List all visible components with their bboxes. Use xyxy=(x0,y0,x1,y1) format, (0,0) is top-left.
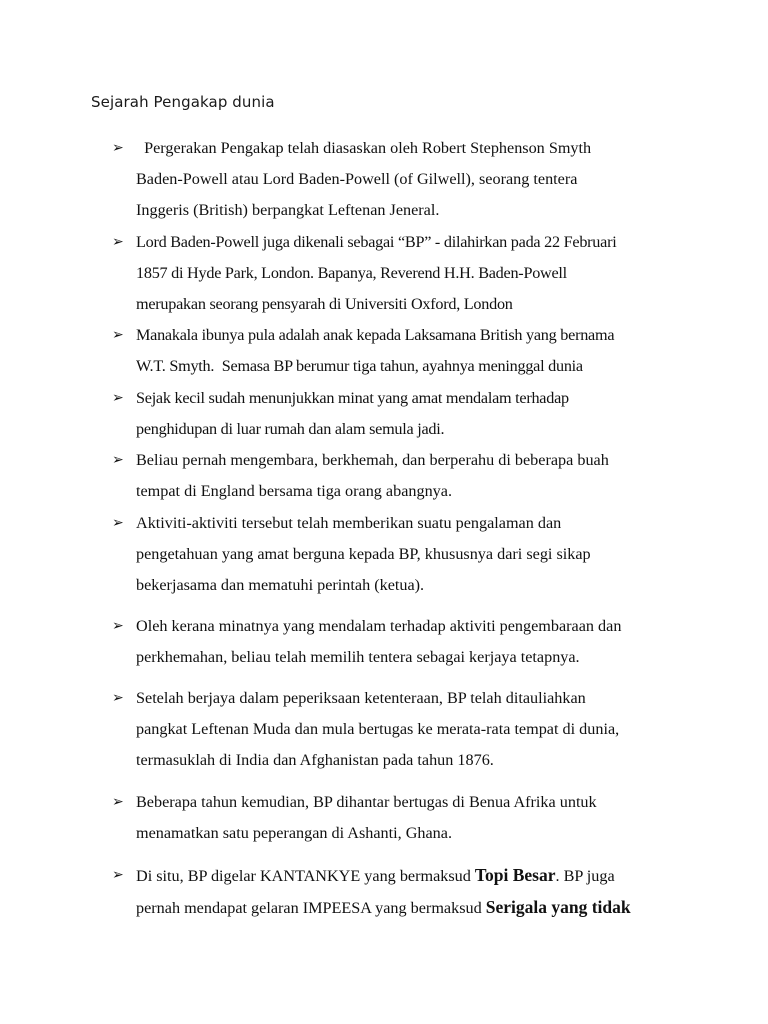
text-line: perkhemahan, beliau telah memilih tentera sebagai kerjaya tetapnya. xyxy=(136,648,580,667)
text-line xyxy=(136,860,681,892)
paragraph xyxy=(136,787,681,849)
arrow-bullet-icon: ➢ xyxy=(112,140,124,156)
text-line: bekerjasama dan mematuhi perintah (ketua). xyxy=(136,576,425,595)
arrow-bullet-icon: ➢ xyxy=(112,867,124,883)
paragraph xyxy=(136,683,681,777)
paragraph xyxy=(136,860,681,924)
text-run: . BP juga xyxy=(555,867,615,885)
arrow-bullet-icon: ➢ xyxy=(112,452,124,468)
paragraph xyxy=(136,227,681,321)
paragraph xyxy=(136,320,681,382)
text-line: Inggeris (British) berpangkat Leftenan Jeneral. xyxy=(136,201,440,220)
page-title: Sejarah Pengakap dunia xyxy=(91,93,275,111)
arrow-bullet-icon: ➢ xyxy=(112,234,124,250)
arrow-bullet-icon: ➢ xyxy=(112,618,124,634)
bold-text: Serigala yang tidak xyxy=(485,897,631,918)
arrow-bullet-icon: ➢ xyxy=(112,794,124,810)
text-line: Pergerakan Pengakap telah diasaskan oleh Robert Stephenson Smyth xyxy=(136,139,592,157)
arrow-bullet-icon: ➢ xyxy=(112,690,124,706)
text-line: merupakan seorang pensyarah di Universiti Oxford, London xyxy=(136,295,513,314)
paragraph xyxy=(136,611,681,673)
text-line xyxy=(136,892,681,924)
text-line: pengetahuan yang amat berguna kepada BP, khususnya dari segi sikap xyxy=(136,545,591,564)
text-run: Di situ, BP digelar KANTANKYE yang bermaksud xyxy=(136,867,475,885)
paragraph xyxy=(136,133,681,227)
text-line: Beliau pernah mengembara, berkhemah, dan berperahu di beberapa buah xyxy=(136,451,609,469)
text-run: pernah mendapat gelaran IMPEESA yang bermaksud xyxy=(136,899,486,918)
text-line: 1857 di Hyde Park, London. Bapanya, Reverend H.H. Baden-Powell xyxy=(136,264,567,283)
text-line: menamatkan satu peperangan di Ashanti, Ghana. xyxy=(136,824,453,843)
arrow-bullet-icon: ➢ xyxy=(112,327,124,343)
text-line: Oleh kerana minatnya yang mendalam terhadap aktiviti pengembaraan dan xyxy=(136,617,622,635)
paragraph xyxy=(136,445,681,507)
text-line: Sejak kecil sudah menunjukkan minat yang amat mendalam terhadap xyxy=(136,389,569,407)
arrow-bullet-icon: ➢ xyxy=(112,390,124,406)
text-line: Baden-Powell atau Lord Baden-Powell (of Gilwell), seorang tentera xyxy=(136,170,578,189)
text-line: Beberapa tahun kemudian, BP dihantar bertugas di Benua Afrika untuk xyxy=(136,793,597,811)
paragraph xyxy=(136,508,681,602)
text-line: W.T. Smyth. Semasa BP berumur tiga tahun, ayahnya meninggal dunia xyxy=(136,357,583,376)
text-line: penghidupan di luar rumah dan alam semula jadi. xyxy=(136,420,445,439)
text-line: Aktiviti-aktiviti tersebut telah memberikan suatu pengalaman dan xyxy=(136,514,562,532)
arrow-bullet-icon: ➢ xyxy=(112,515,124,531)
text-line: termasuklah di India dan Afghanistan pada tahun 1876. xyxy=(136,751,494,770)
paragraph xyxy=(136,383,681,445)
text-line: Manakala ibunya pula adalah anak kepada Laksamana British yang bernama xyxy=(136,326,615,344)
text-line: Setelah berjaya dalam peperiksaan ketenteraan, BP telah ditauliahkan xyxy=(136,689,586,707)
text-line: tempat di England bersama tiga orang abangnya. xyxy=(136,482,452,501)
bold-text: Topi Besar xyxy=(474,865,556,885)
text-line: Lord Baden-Powell juga dikenali sebagai “BP” - dilahirkan pada 22 Februari xyxy=(136,233,617,251)
text-line: pangkat Leftenan Muda dan mula bertugas ke merata-rata tempat di dunia, xyxy=(136,720,620,739)
